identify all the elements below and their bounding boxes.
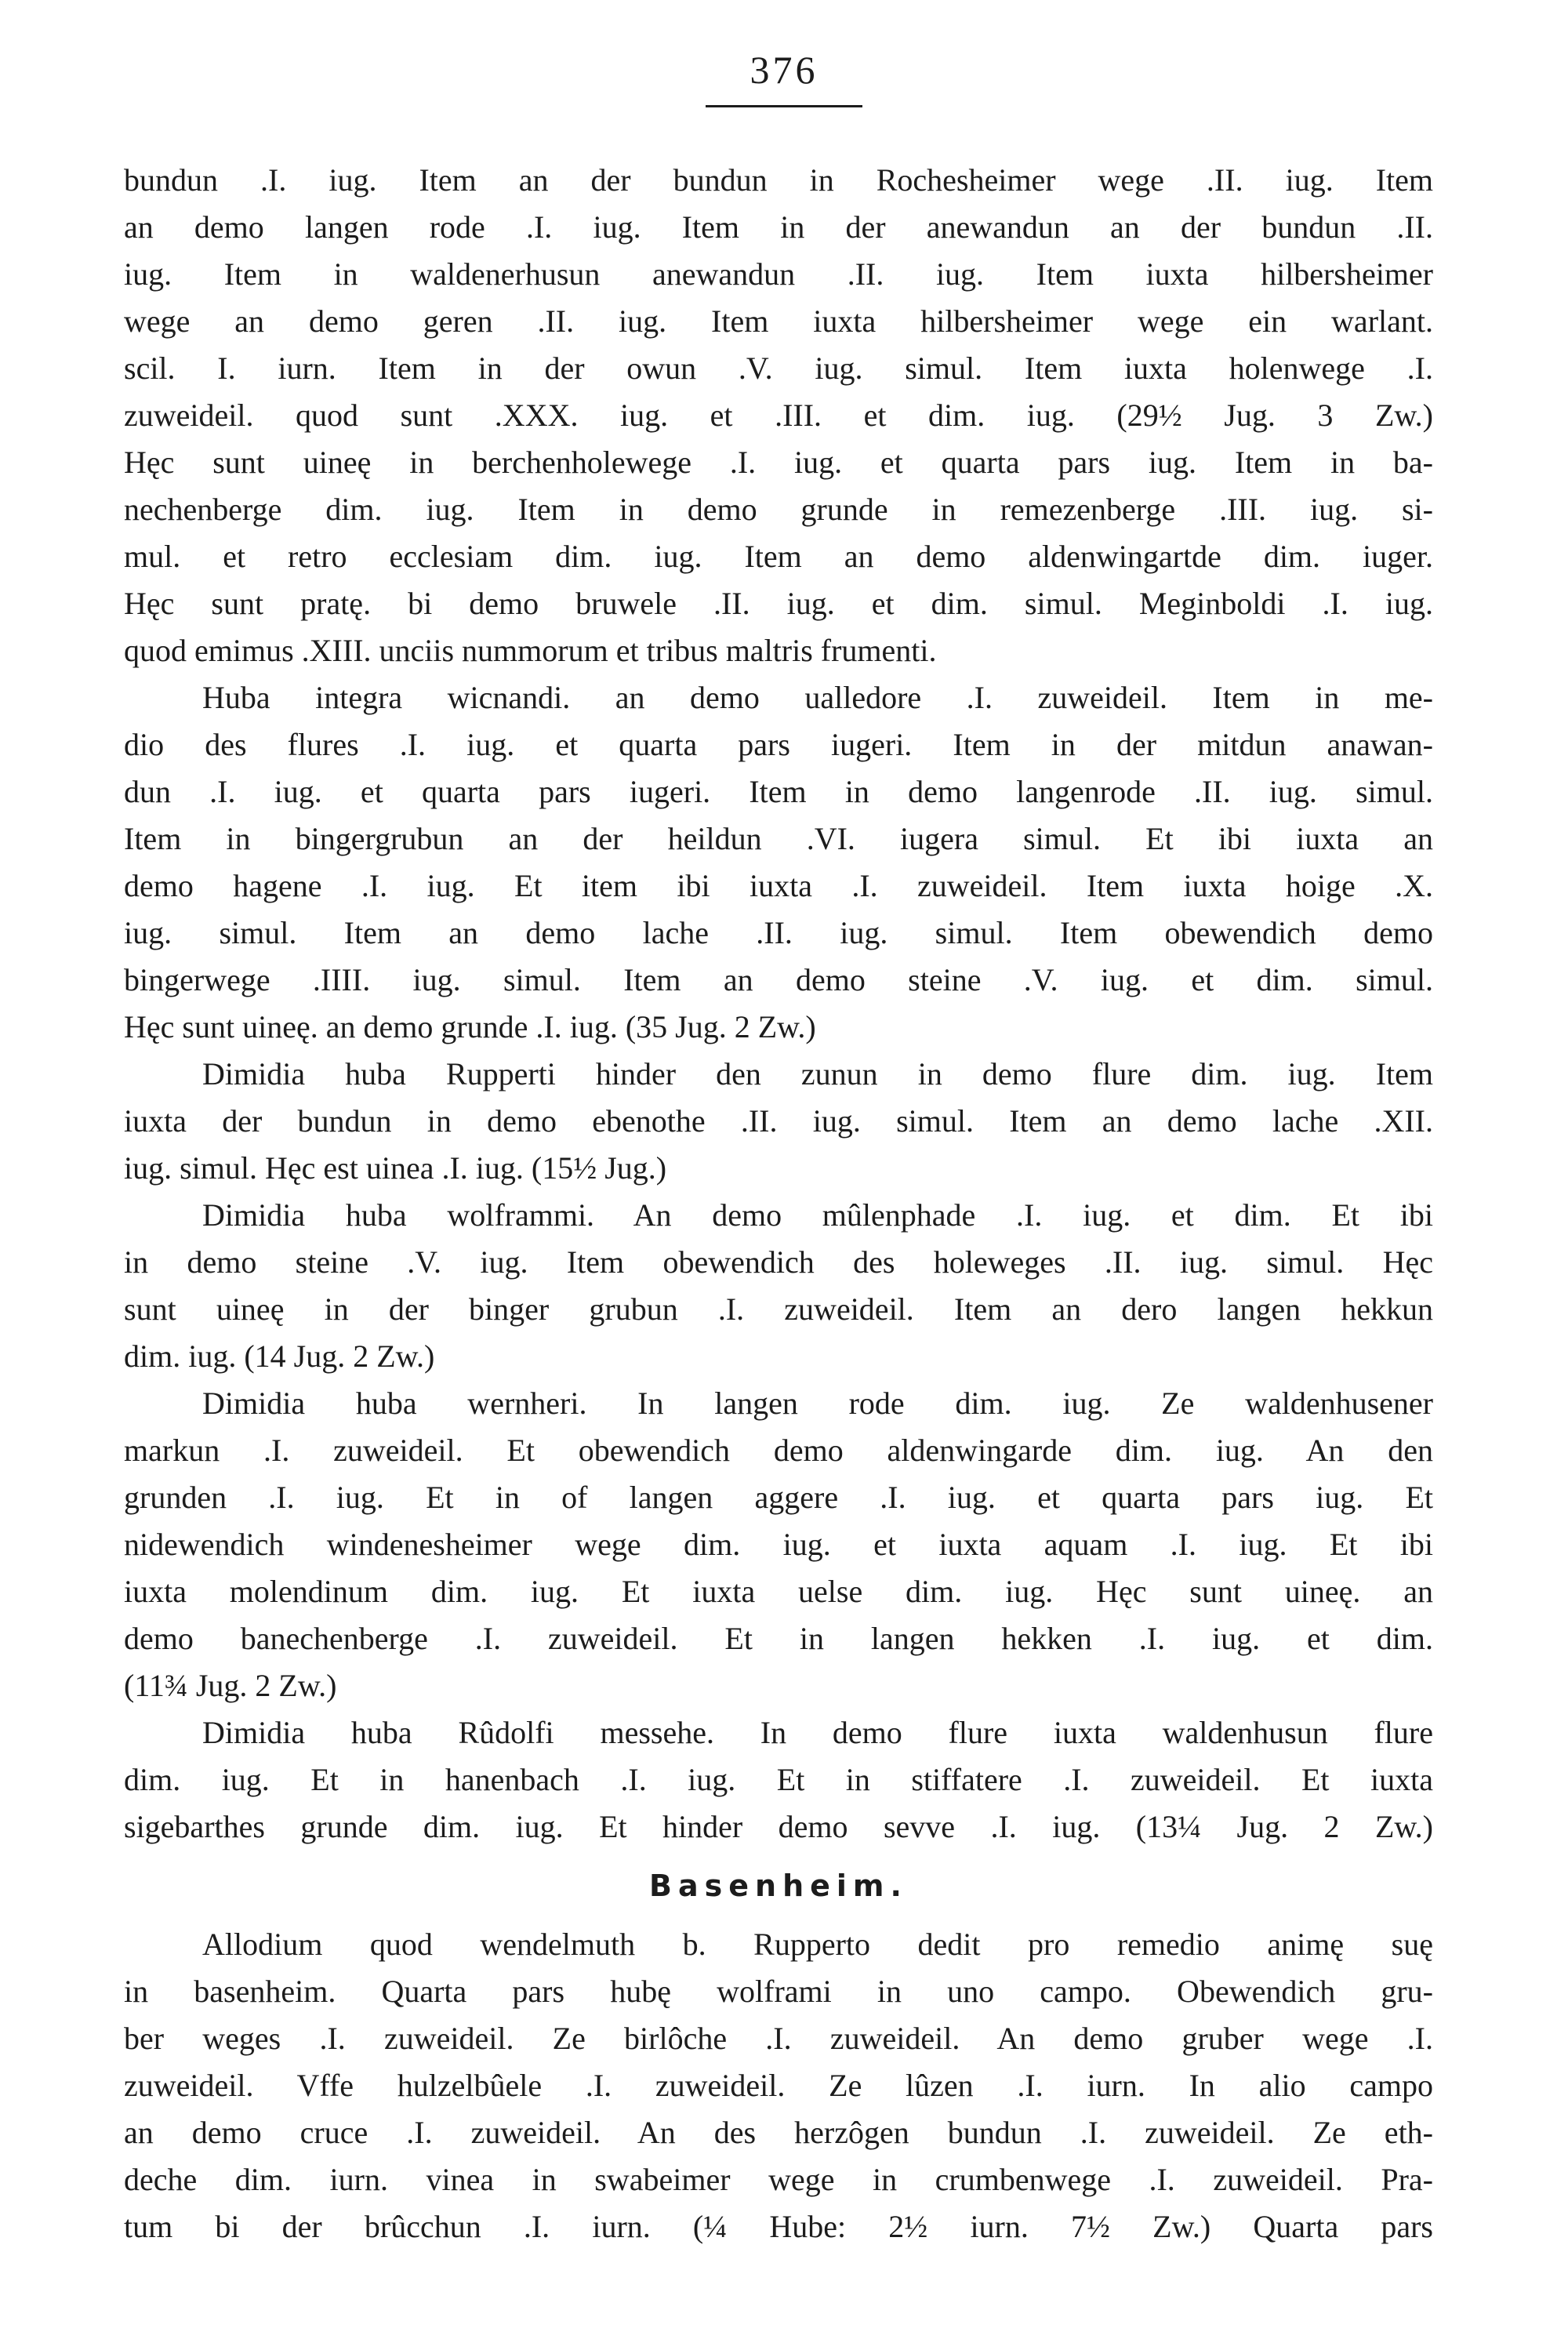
text-line: an demo cruce .I. zuweideil. An des herzôgen bundun .I. zuweideil. Ze eth- — [124, 2115, 1433, 2150]
text-line: dim. iug. (14 Jug. 2 Zw.) — [124, 1338, 435, 1374]
text-line: markun .I. zuweideil. Et obewendich demo aldenwingarde dim. iug. An den — [124, 1433, 1433, 1468]
text-line: bundun .I. iug. Item an der bundun in Rochesheimer wege .II. iug. Item — [124, 162, 1433, 198]
text-line: Hęc sunt uineę in berchenholewege .I. iug. et quarta pars iug. Item in ba- — [124, 445, 1433, 480]
text-line: iuxta der bundun in demo ebenothe .II. iug. simul. Item an demo lache .XII. — [124, 1103, 1433, 1139]
text-line: Dimidia huba wernheri. In langen rode dim. iug. Ze waldenhusener — [202, 1386, 1433, 1421]
text-line: grunden .I. iug. Et in of langen aggere .I. iug. et quarta pars iug. Et — [124, 1480, 1433, 1515]
text-line: Dimidia huba Rupperti hinder den zunun in demo flure dim. iug. Item — [202, 1056, 1433, 1091]
text-line: iug. simul. Item an demo lache .II. iug. simul. Item obewendich demo — [124, 915, 1433, 950]
text-line: demo hagene .I. iug. Et item ibi iuxta .I. zuweideil. Item iuxta hoige .X. — [124, 868, 1433, 903]
text-line: Dimidia huba wolframmi. An demo mûlenphade .I. iug. et dim. Et ibi — [202, 1197, 1433, 1233]
text-line: quod emimus .XIII. unciis nummorum et tribus maltris frumenti. — [124, 633, 937, 668]
text-line: in demo steine .V. iug. Item obewendich des holeweges .II. iug. simul. Hęc — [124, 1244, 1433, 1280]
text-line: dim. iug. Et in hanenbach .I. iug. Et in stiffatere .I. zuweideil. Et iuxta — [124, 1762, 1433, 1797]
text-line: demo banechenberge .I. zuweideil. Et in langen hekken .I. iug. et dim. — [124, 1621, 1433, 1656]
text-line: zuweideil. quod sunt .XXX. iug. et .III. et dim. iug. (29½ Jug. 3 Zw.) — [124, 398, 1433, 433]
text-line: Dimidia huba Rûdolfi messehe. In demo flure iuxta waldenhusun flure — [202, 1715, 1433, 1750]
text-line: Huba integra wicnandi. an demo ualledore .I. zuweideil. Item in me- — [202, 680, 1433, 715]
text-line: in basenheim. Quarta pars hubę wolframi in uno campo. Obewendich gru- — [124, 1974, 1433, 2009]
text-line: sunt uineę in der binger grubun .I. zuweideil. Item an dero langen hekkun — [124, 1291, 1433, 1327]
header-rule — [706, 105, 862, 107]
section-heading: Basenheim. — [649, 1869, 908, 1903]
text-line: tum bi der brûcchun .I. iurn. (¼ Hube: 2½ iurn. 7½ Zw.) Quarta pars — [124, 2209, 1433, 2244]
text-line: Hęc sunt pratę. bi demo bruwele .II. iug. et dim. simul. Meginboldi .I. iug. — [124, 586, 1433, 621]
body-text — [124, 157, 1433, 2250]
text-line: dun .I. iug. et quarta pars iugeri. Item in demo langenrode .II. iug. simul. — [124, 774, 1433, 809]
text-line: deche dim. iurn. vinea in swabeimer wege in crumbenwege .I. zuweideil. Pra- — [124, 2162, 1433, 2197]
text-line: nidewendich windenesheimer wege dim. iug. et iuxta aquam .I. iug. Et ibi — [124, 1527, 1433, 1562]
page-number: 376 — [750, 48, 818, 92]
text-line: Hęc sunt uineę. an demo grunde .I. iug. (35 Jug. 2 Zw.) — [124, 1009, 816, 1044]
text-line: sigebarthes grunde dim. iug. Et hinder demo sevve .I. iug. (13¼ Jug. 2 Zw.) — [124, 1809, 1433, 1844]
text-line: iug. simul. Hęc est uinea .I. iug. (15½ Jug.) — [124, 1150, 667, 1186]
text-line: iug. Item in waldenerhusun anewandun .II. iug. Item iuxta hilbersheimer — [124, 256, 1433, 292]
text-line: (11¾ Jug. 2 Zw.) — [124, 1668, 337, 1703]
text-line: bingerwege .IIII. iug. simul. Item an demo steine .V. iug. et dim. simul. — [124, 962, 1433, 997]
text-line: mul. et retro ecclesiam dim. iug. Item an demo aldenwingartde dim. iuger. — [124, 539, 1433, 574]
text-line: iuxta molendinum dim. iug. Et iuxta uelse dim. iug. Hęc sunt uineę. an — [124, 1574, 1433, 1609]
text-line: Item in bingergrubun an der heildun .VI. iugera simul. Et ibi iuxta an — [124, 821, 1433, 856]
text-line: an demo langen rode .I. iug. Item in der anewandun an der bundun .II. — [124, 209, 1433, 245]
text-line: zuweideil. Vffe hulzelbûele .I. zuweideil. Ze lûzen .I. iurn. In alio campo — [124, 2068, 1433, 2103]
text-line: nechenberge dim. iug. Item in demo grunde in remezenberge .III. iug. si- — [124, 492, 1433, 527]
text-line: scil. I. iurn. Item in der owun .V. iug. simul. Item iuxta holenwege .I. — [124, 351, 1433, 386]
text-line: Allodium quod wendelmuth b. Rupperto dedit pro remedio animę suę — [202, 1927, 1433, 1962]
text-line: wege an demo geren .II. iug. Item iuxta hilbersheimer wege ein warlant. — [124, 303, 1433, 339]
text-line: dio des flures .I. iug. et quarta pars iugeri. Item in der mitdun anawan- — [124, 727, 1433, 762]
text-line: ber weges .I. zuweideil. Ze birlôche .I. zuweideil. An demo gruber wege .I. — [124, 2021, 1433, 2056]
